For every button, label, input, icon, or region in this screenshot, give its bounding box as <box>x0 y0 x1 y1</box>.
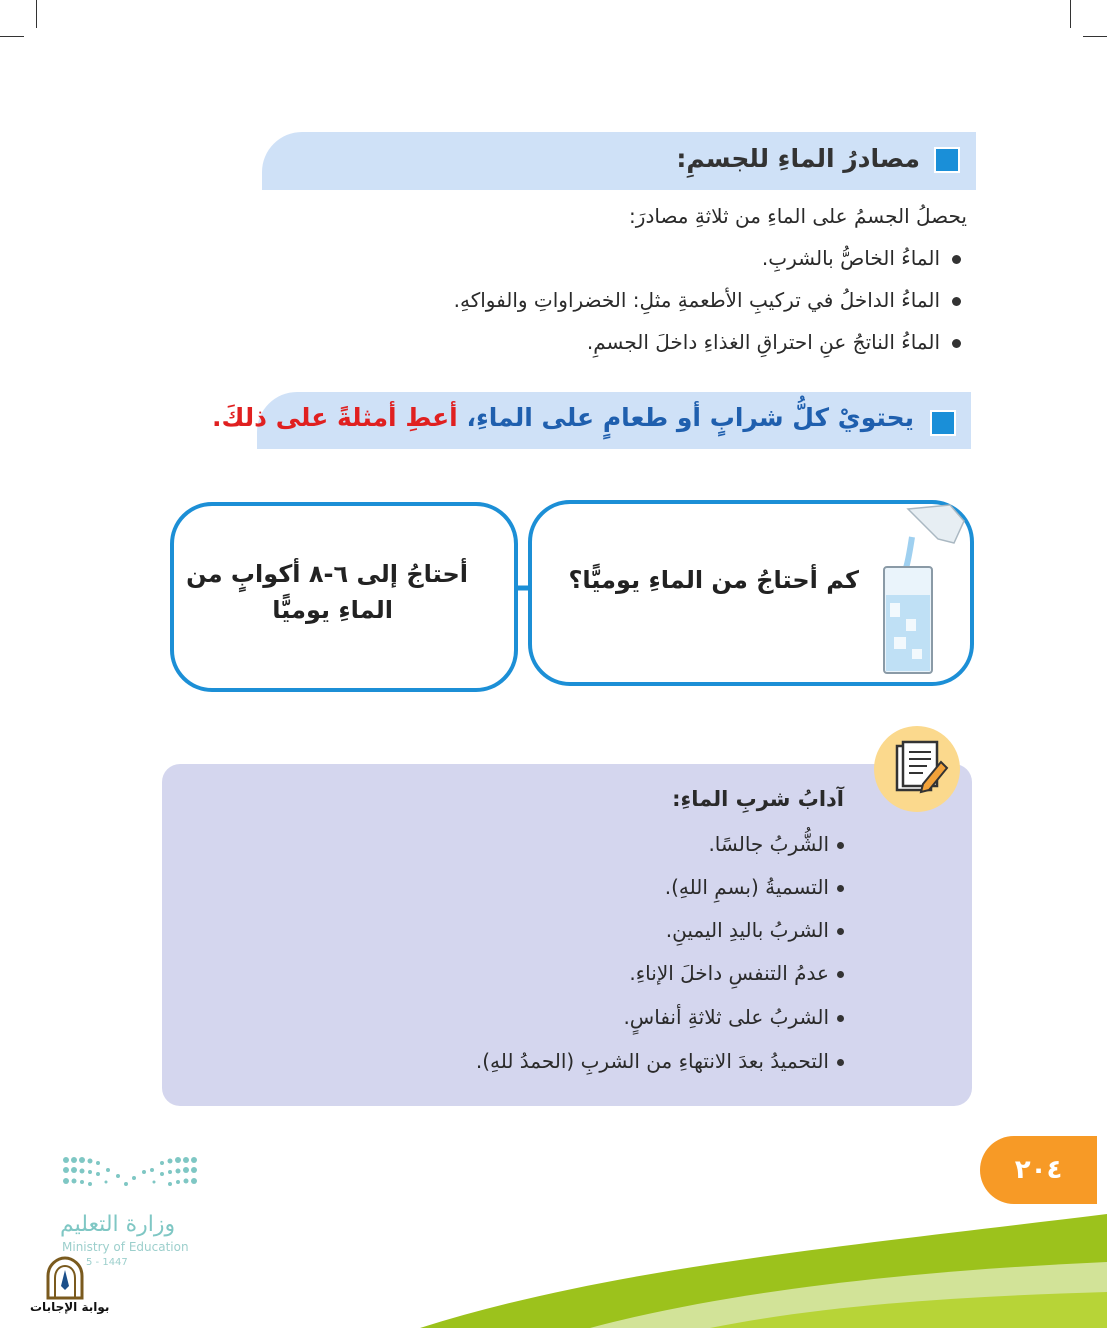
ministry-name-ar: وزارة التعليم <box>60 1212 176 1237</box>
bullet-icon <box>952 255 961 264</box>
bullet-icon <box>952 297 961 306</box>
portal-name: بوابة الإجابات <box>30 1300 110 1314</box>
crop-mark <box>1070 0 1071 28</box>
section1-item-text: الماءُ الخاصُّ بالشربِ. <box>761 246 940 270</box>
ministry-name-en: Ministry of Education <box>62 1240 189 1254</box>
etiquette-item-text: الشُّربُ جالسًا. <box>708 832 829 856</box>
page-number: ٢٠٤ <box>980 1136 1097 1204</box>
etiquette-item <box>629 961 844 985</box>
ministry-year: 5 - 1447 <box>86 1257 128 1268</box>
section1-item-text: الماءُ الداخلُ في تركيبِ الأطعمةِ مثلِ: الخضراواتِ والفواكهِ. <box>453 288 940 312</box>
heading-square-icon <box>930 410 956 436</box>
crop-mark <box>1083 36 1107 37</box>
etiquette-item-text: التسميةُ (بسمِ اللهِ). <box>664 875 829 899</box>
bullet-icon <box>837 885 844 892</box>
answer-text-line1: أحتاجُ إلى ٦-٨ أكوابٍ من <box>186 560 468 588</box>
green-wave-decoration <box>410 1208 1107 1328</box>
etiquette-item <box>476 1049 844 1073</box>
portal-logo-icon <box>44 1256 86 1300</box>
bullet-icon <box>837 842 844 849</box>
glass-of-water-icon <box>878 503 968 675</box>
answer-text-line2: الماءِ يوميًّا <box>272 596 393 624</box>
bullet-icon <box>837 928 844 935</box>
section1-item <box>762 246 961 270</box>
ministry-logo-icon <box>62 1156 198 1202</box>
section1-item-text: الماءُ الناتجُ عنِ احتراقِ الغذاءِ داخلَ الجسمِ. <box>586 330 940 354</box>
etiquette-item <box>708 832 844 856</box>
section1-item <box>587 330 961 354</box>
etiquette-item <box>666 918 844 942</box>
bullet-icon <box>952 339 961 348</box>
section2-heading-blue: يحتويْ كلُّ شرابٍ أو طعامٍ على الماءِ، <box>466 403 914 432</box>
bullet-icon <box>837 971 844 978</box>
section1-item <box>454 288 961 312</box>
etiquette-item-text: الشربُ على ثلاثةِ أنفاسٍ. <box>623 1005 829 1029</box>
etiquette-item <box>665 875 844 899</box>
section2-heading <box>212 403 914 432</box>
section2-heading-red: أعطِ أمثلةً على ذلكَ. <box>212 403 458 432</box>
section1-heading: مصادرُ الماءِ للجسمِ: <box>676 144 920 173</box>
question-text: كم أحتاجُ من الماءِ يوميًّا؟ <box>568 566 859 594</box>
notepad-pencil-icon <box>893 740 949 798</box>
bullet-icon <box>837 1015 844 1022</box>
etiquette-item-text: التحميدُ بعدَ الانتهاءِ من الشربِ (الحمدُ للهِ). <box>475 1049 829 1073</box>
etiquette-item-text: عدمُ التنفسِ داخلَ الإناءِ. <box>629 961 829 985</box>
etiquette-item-text: الشربُ باليدِ اليمينِ. <box>665 918 829 942</box>
etiquette-title: آدابُ شربِ الماءِ: <box>672 787 844 811</box>
bullet-icon <box>837 1059 844 1066</box>
section1-intro: يحصلُ الجسمُ على الماءِ من ثلاثةِ مصادرَ: <box>629 204 967 228</box>
crop-mark <box>0 36 24 37</box>
heading-square-icon <box>934 147 960 173</box>
crop-mark <box>36 0 37 28</box>
etiquette-item <box>623 1005 844 1029</box>
